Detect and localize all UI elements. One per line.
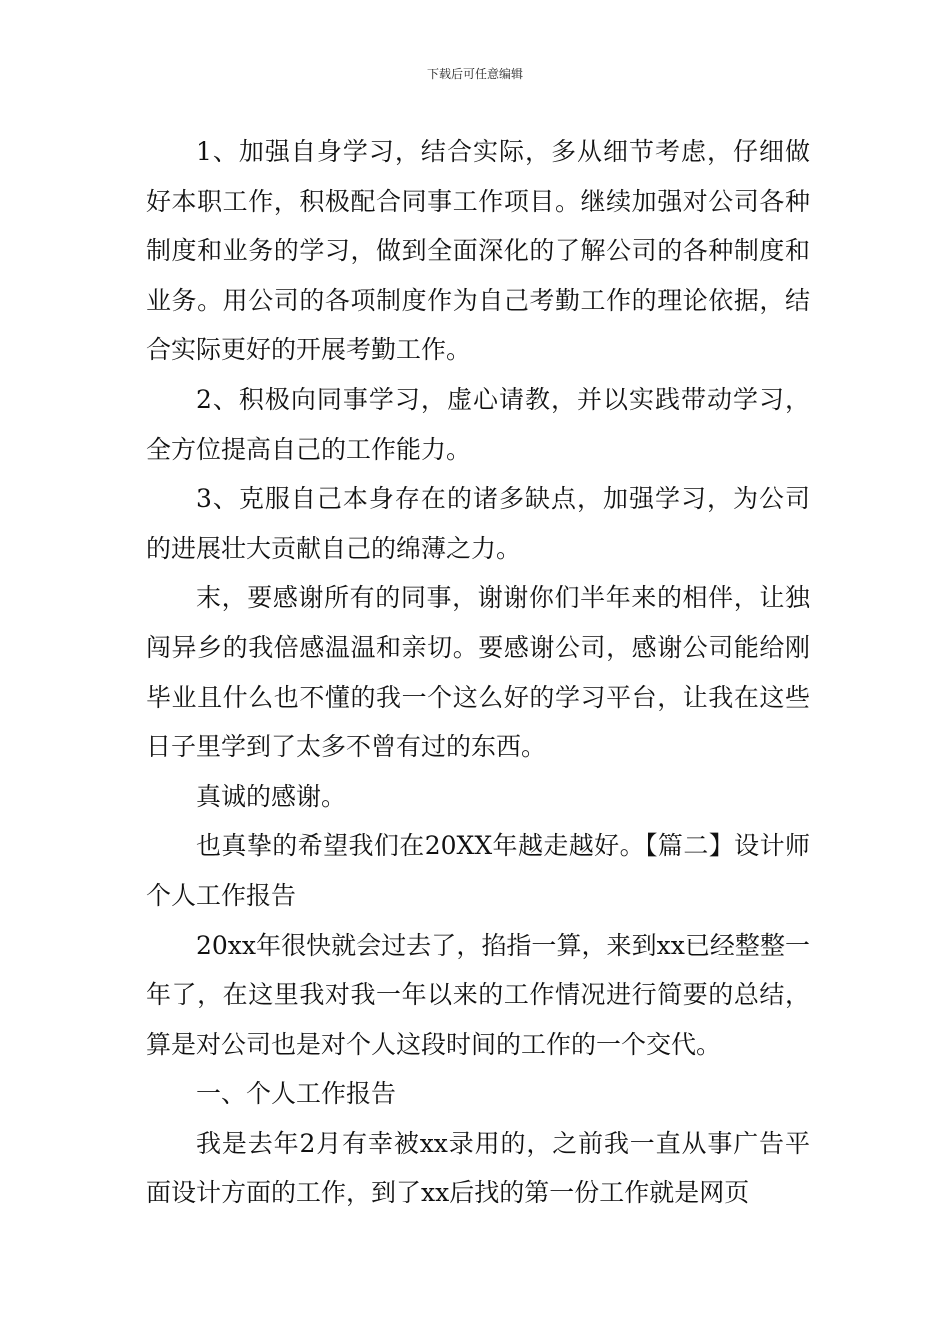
paragraph-3: 3、克服自己本身存在的诸多缺点，加强学习，为公司的进展壮大贡献自己的绵薄之力。 [146,484,810,563]
paragraph-5: 真诚的感谢。 [196,781,347,811]
section-heading: 一、个人工作报告 [196,1079,397,1109]
paragraph-6: 也真挚的希望我们在20XX年越走越好。【篇二】设计师个人工作报告 [146,831,810,910]
document-body [146,127,810,1218]
paragraph-1: 1、加强自身学习，结合实际，多从细节考虑，仔细做好本职工作，积极配合同事工作项目。继续加强对公司各种制度和业务的学习，做到全面深化的了解公司的各种制度和业务。用公司的各项制度作为自己考勤工作的理论依据，结合实际更好的开展考勤工作。 [146,137,810,365]
paragraph-4: 末，要感谢所有的同事，谢谢你们半年来的相伴，让独闯异乡的我倍感温温和亲切。要感谢公司，感谢公司能给刚毕业且什么也不懂的我一个这么好的学习平台，让我在这些日子里学到了太多不曾有过的东西。 [146,583,810,762]
paragraph-7: 20xx年很快就会过去了，掐指一算，来到xx已经整整一年了，在这里我对我一年以来的工作情况进行简要的总结，算是对公司也是对个人这段时间的工作的一个交代。 [146,930,810,1059]
paragraph-8: 我是去年2月有幸被xx录用的，之前我一直从事广告平面设计方面的工作，到了xx后找的第一份工作就是网页 [146,1128,810,1208]
paragraph-2: 2、积极向同事学习，虚心请教，并以实践带动学习，全方位提高自己的工作能力。 [146,384,810,464]
page-header: 下载后可任意编辑 [426,67,523,81]
